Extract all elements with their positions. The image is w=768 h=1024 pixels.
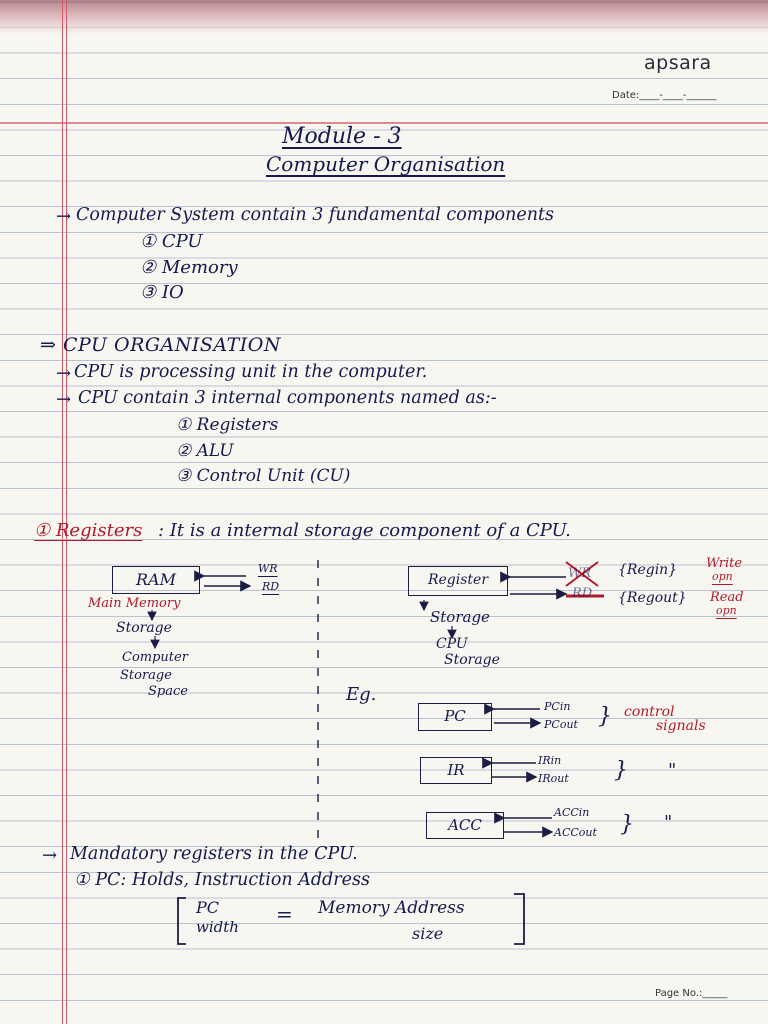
bracket-left: [178, 898, 186, 944]
rd-label: RD: [262, 580, 280, 593]
acc-box: ACC: [426, 812, 504, 839]
list-item: ② ALU: [176, 441, 234, 461]
computer-label: Computer: [122, 650, 188, 665]
storage-label: Storage: [120, 668, 172, 683]
storage-label: Storage: [444, 652, 500, 668]
wr-label: WR: [258, 562, 278, 575]
intro-line: Computer System contain 3 fundamental components: [76, 205, 554, 225]
intro-arrow: →: [56, 206, 72, 227]
cpu-line: CPU contain 3 internal components named as:-: [78, 388, 497, 408]
date-field: Date:____-____-______: [612, 90, 717, 101]
section-title: ⇒ CPU ORGANISATION: [40, 334, 281, 356]
list-item: ③ Control Unit (CU): [176, 466, 351, 486]
list-item: ① Registers: [176, 415, 279, 435]
line-arrow: →: [56, 389, 72, 410]
control-signals-label: control: [624, 704, 675, 720]
cpu-line: CPU is processing unit in the computer.: [74, 362, 428, 382]
read-op-label: opn: [716, 604, 737, 617]
reg-out-label: {Regout}: [618, 590, 687, 606]
list-item: ① CPU: [140, 231, 203, 252]
ram-box: RAM: [112, 566, 200, 594]
read-op-label: Read: [710, 590, 744, 605]
brace: }: [614, 758, 628, 783]
list-item: ② Memory: [140, 257, 238, 278]
mandatory-line: Mandatory registers in the CPU.: [70, 844, 358, 864]
acc-in-label: ACCin: [554, 806, 590, 819]
notebook-brand: apsara: [644, 52, 712, 74]
ir-out-label: IRout: [538, 772, 569, 785]
equals-sign: =: [276, 902, 293, 926]
module-title: Module - 3: [282, 124, 402, 149]
struck-rd: RD: [572, 586, 593, 601]
brace: }: [598, 704, 612, 729]
line-arrow: →: [56, 363, 72, 384]
ir-box: IR: [420, 757, 492, 784]
reg-in-label: {Regin}: [618, 562, 678, 578]
line-arrow: →: [42, 845, 58, 866]
acc-out-label: ACCout: [554, 826, 597, 839]
ditto-mark: ": [668, 760, 677, 781]
pc-width-top: PC: [196, 898, 220, 917]
write-op-label: opn: [712, 570, 733, 583]
cpu-label: CPU: [436, 636, 468, 652]
control-signals-label: signals: [656, 718, 706, 734]
pc-out-label: PCout: [544, 718, 578, 731]
pc-in-label: PCin: [544, 700, 571, 713]
write-op-label: Write: [706, 556, 743, 571]
page-subtitle: Computer Organisation: [266, 152, 506, 176]
registers-definition: : It is a internal storage component of a CPU.: [158, 520, 571, 541]
pc-width-bottom: width: [196, 918, 239, 936]
memory-address-label: Memory Address: [318, 898, 465, 918]
example-label: Eg.: [346, 684, 377, 705]
ditto-mark: ": [664, 812, 673, 833]
list-item: ③ IO: [140, 282, 184, 303]
space-label: Space: [148, 684, 188, 699]
page-number-field: Page No.:_____: [655, 988, 728, 999]
bracket-right: [514, 894, 524, 944]
pc-holds-line: ① PC: Holds, Instruction Address: [74, 870, 370, 890]
struck-wr: WR: [568, 566, 592, 581]
main-memory-label: Main Memory: [88, 596, 181, 611]
storage-label: Storage: [430, 608, 490, 626]
brace: }: [620, 812, 634, 837]
registers-heading: ① Registers: [34, 520, 143, 541]
ir-in-label: IRin: [538, 754, 562, 767]
storage-label: Storage: [116, 620, 172, 636]
register-box: Register: [408, 566, 508, 596]
size-label: size: [412, 924, 444, 943]
pc-box: PC: [418, 703, 492, 731]
